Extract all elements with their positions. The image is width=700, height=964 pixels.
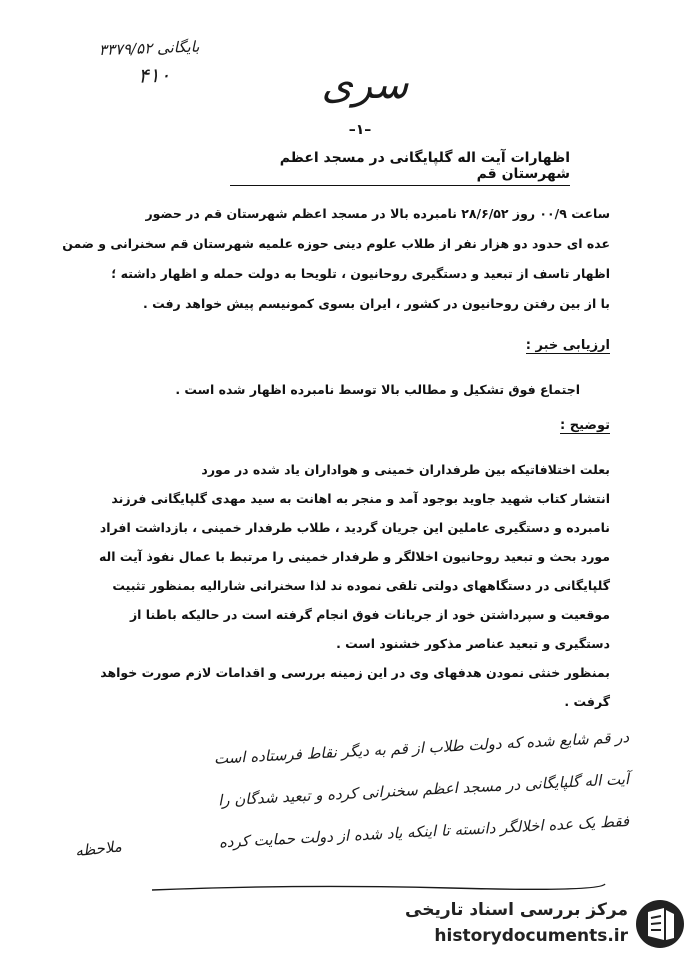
explanation-heading bbox=[490, 414, 610, 433]
handwritten-line: در قم شایع شده که دولت طلاب از قم به دیگر نقاط فرستاده است bbox=[213, 727, 630, 768]
document-title: اظهارات آیت اله گلپایگانی در مسجد اعظم شهرستان قم bbox=[230, 150, 570, 186]
explanation-label: توضیح : bbox=[560, 418, 610, 433]
handwritten-side-note: ملاحظه bbox=[74, 837, 123, 861]
explanation-line: گرفت . bbox=[564, 694, 610, 709]
explanation-line: نامبرده و دستگیری عاملین این جریان گردید ، طلاب طرفدار خمینی ، بازداشت افراد bbox=[99, 520, 610, 535]
archive-number: بایگانی ۳۳۷۹/۵۲ bbox=[98, 37, 200, 60]
archive-note bbox=[59, 38, 201, 91]
report-line: ساعت ۰۰/۹ روز ۲۸/۶/۵۲ نامبرده بالا در مسجد اعظم شهرستان قم در حضور bbox=[145, 206, 610, 221]
handwritten-annotation bbox=[170, 727, 630, 866]
explanation-line: گلپایگانی در دستگاههای دولتی تلقی نموده ند لذا سخنرانی شارالیه بمنظور تثبیت bbox=[112, 578, 610, 593]
handwritten-line: آیت اله گلپایگانی در مسجد اعظم سخنرانی کرده و تبعید شدگان را bbox=[217, 769, 630, 810]
explanation-line: موقعیت و سپرداشتن خود از جریانات فوق انجام گرفته است در حالیکه باطنا از bbox=[129, 607, 610, 622]
explanation-line: مورد بحث و تبعید روحانیون اخلالگر و طرفدار خمینی را مرتبط با عمال نفوذ آیت اله bbox=[98, 549, 610, 564]
watermark-title: مرکز بررسی اسناد تاریخی bbox=[405, 900, 628, 920]
section-number: –۱– bbox=[348, 122, 372, 138]
source-watermark bbox=[400, 892, 690, 956]
report-line: اظهار تاسف از تبعید و دستگیری روحانیون ، تلویحا به دولت حمله و اظهار داشته ؛ bbox=[111, 266, 610, 281]
evaluation-text: اجتماع فوق تشکیل و مطالب بالا توسط نامبرده اظهار شده است . bbox=[175, 382, 580, 397]
page-number: ۴۱۰ bbox=[137, 62, 171, 88]
report-paragraph bbox=[40, 206, 610, 326]
watermark-url: historydocuments.ir bbox=[434, 926, 628, 946]
archive-logo-icon bbox=[634, 898, 686, 950]
evaluation-heading bbox=[490, 334, 610, 353]
explanation-line: بمنظور خنثی نمودن هدفهای وی در این زمینه بررسی و اقدامات لازم صورت خواهد bbox=[100, 665, 610, 680]
explanation-paragraph bbox=[40, 462, 610, 723]
classification-label: سری bbox=[321, 62, 409, 108]
explanation-line: بعلت اختلافاتیکه بین طرفداران خمینی و هواداران یاد شده در مورد bbox=[201, 462, 610, 477]
explanation-line: دستگیری و تبعید عناصر مذکور خشنود است . bbox=[336, 636, 610, 651]
evaluation-label: ارزیابی خبر : bbox=[525, 338, 610, 353]
report-line: با از بین رفتن روحانیون در کشور ، ایران بسوی کمونیسم پیش خواهد رفت . bbox=[143, 296, 610, 311]
handwritten-line: فقط یک عده اخلالگر دانسته تا اینکه یاد شده از دولت حمایت کرده bbox=[218, 811, 630, 852]
explanation-line: انتشار کتاب شهید جاوید بوجود آمد و منجر به اهانت به سید مهدی گلپایگانی فرزند bbox=[111, 491, 610, 506]
report-line: عده ای حدود دو هزار نفر از طلاب علوم دینی حوزه علمیه شهرستان قم سخنرانی و ضمن bbox=[62, 236, 610, 251]
